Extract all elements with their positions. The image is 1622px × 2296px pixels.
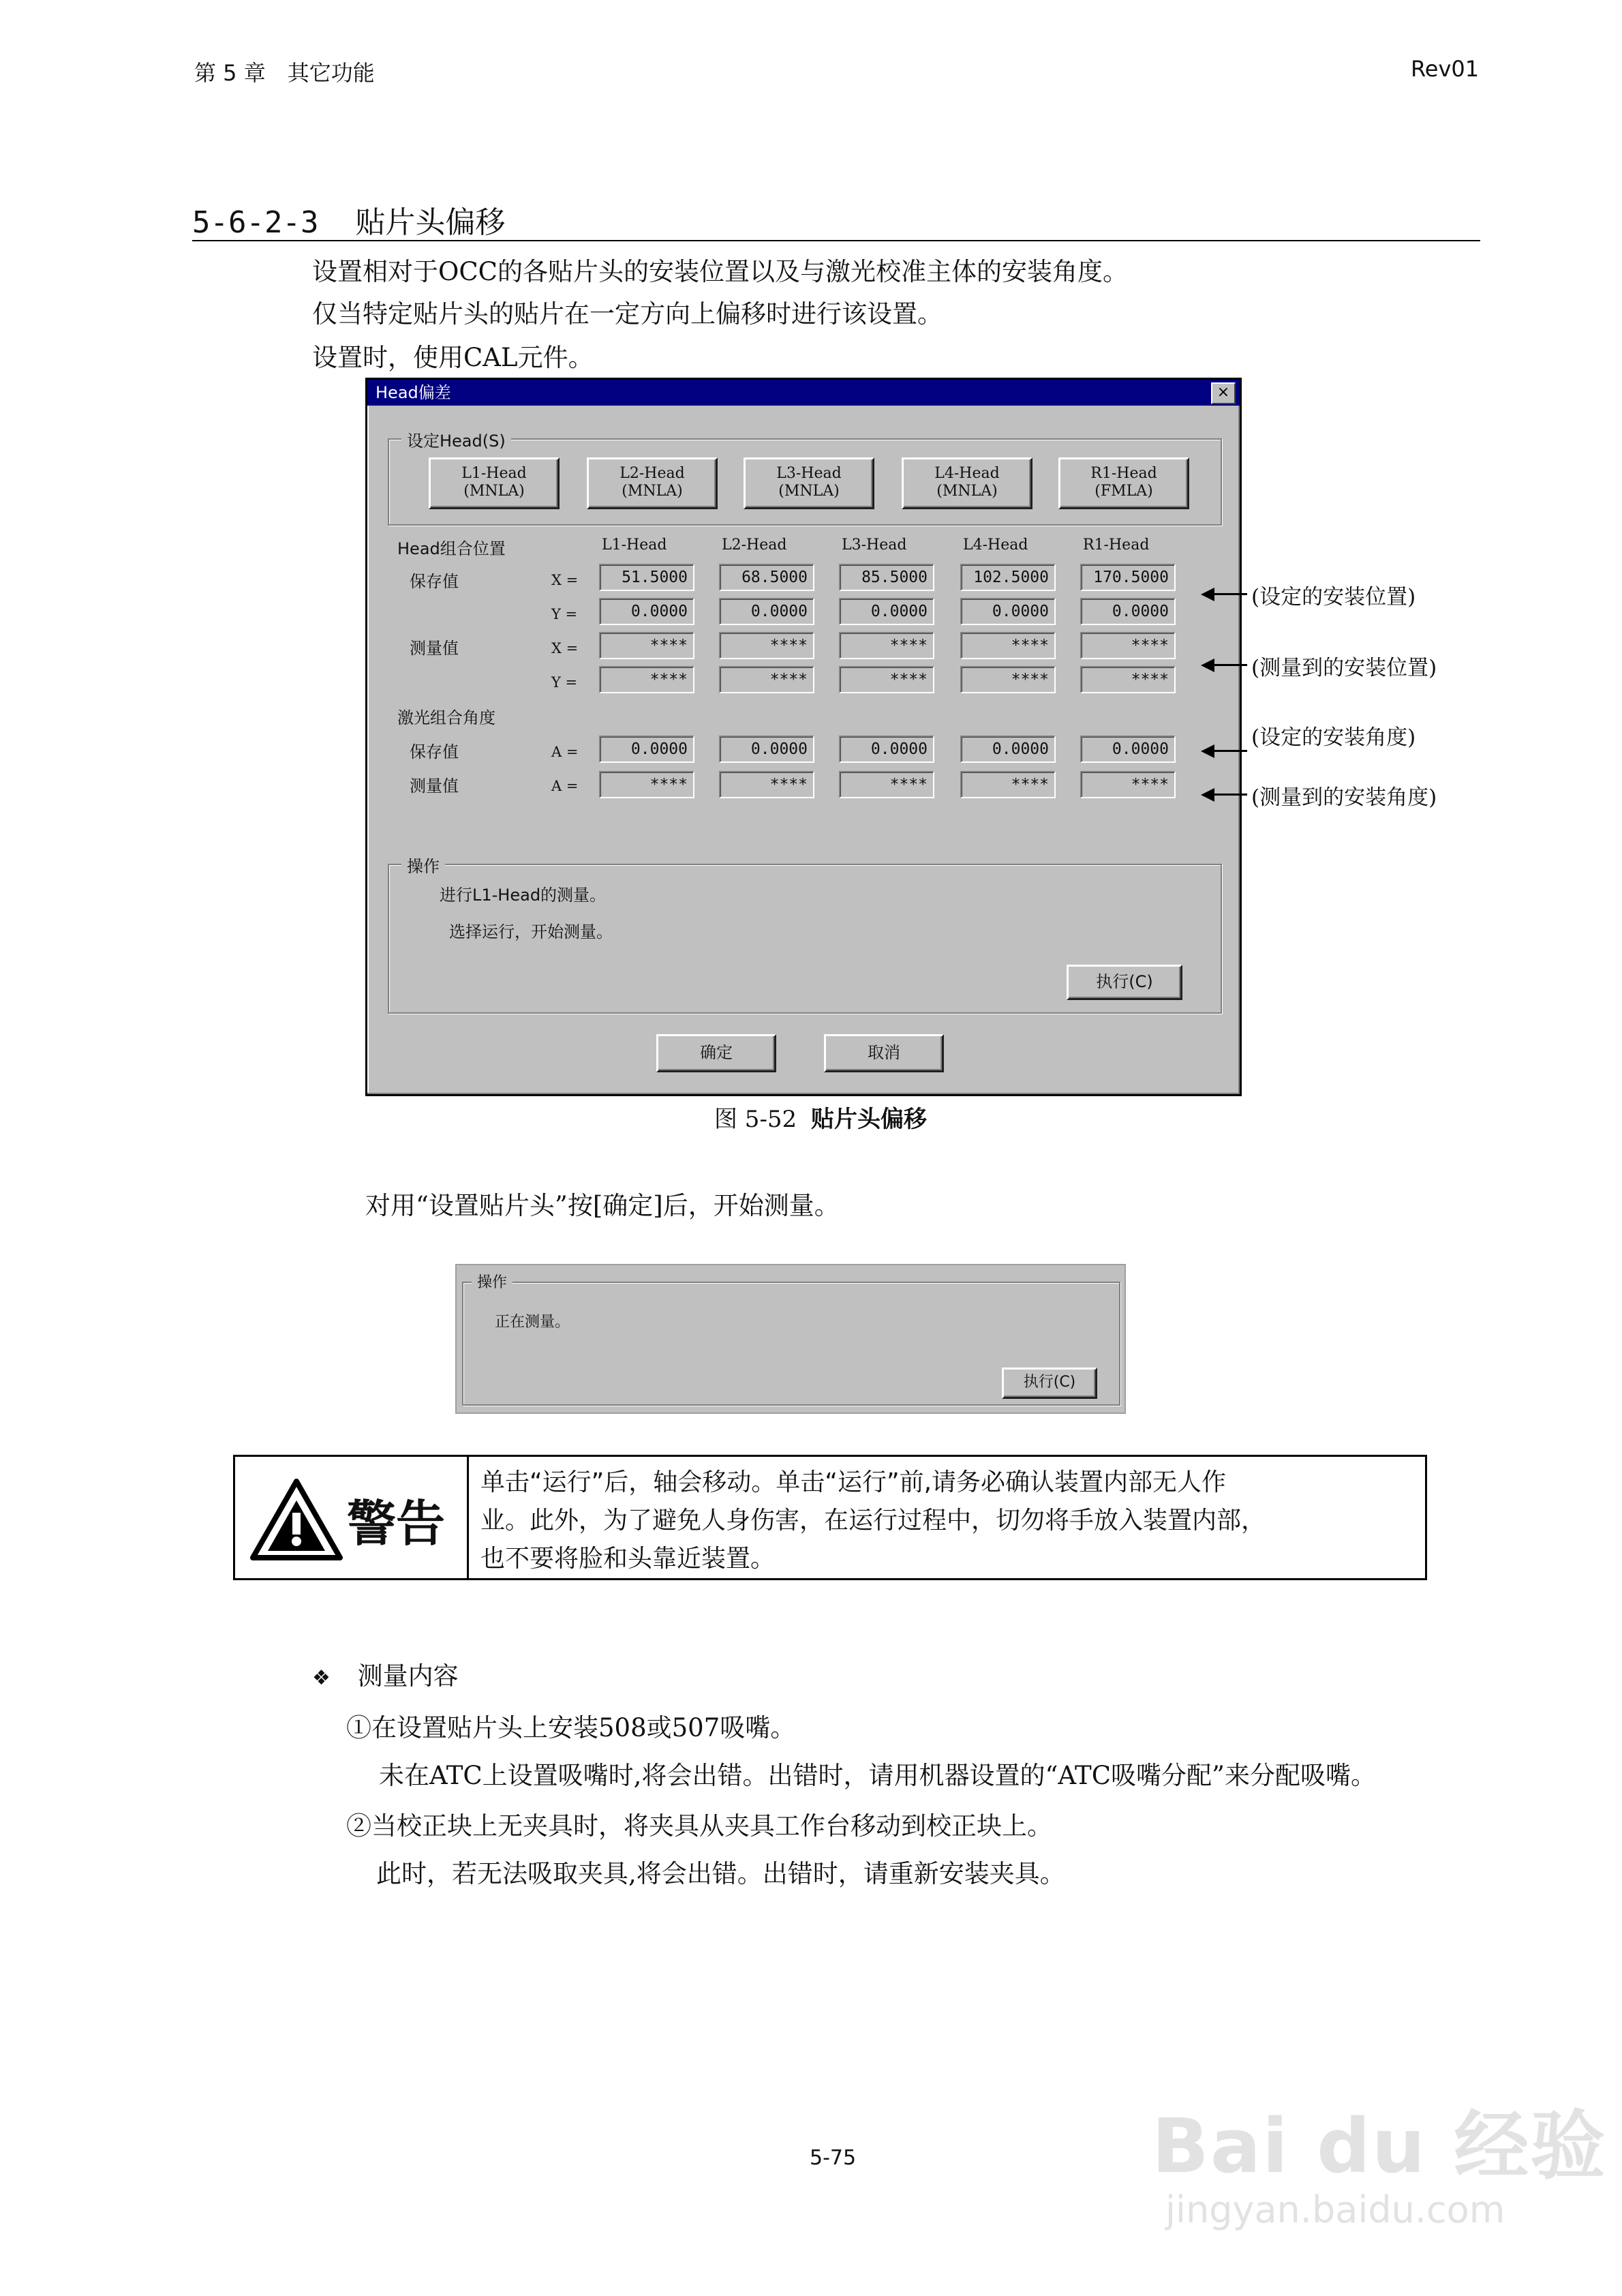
annotation-measured-position: (测量到的安装位置) [1251,656,1437,680]
saved-y-l1: 0.0000 [599,598,694,625]
revision-label: Rev01 [1411,56,1480,82]
saved-y-l4: 0.0000 [960,598,1056,625]
head-button-l2-name: L2-Head [619,465,685,482]
annotation-saved-position: (设定的安装位置) [1251,585,1416,609]
measurement-item-2-note: 此时，若无法吸取夹具,将会出错。出错时，请重新安装夹具。 [376,1859,1065,1888]
baidu-watermark-logo: Bai du 经验 [1152,2102,1607,2190]
measurement-item-1: ①在设置贴片头上安装508或507吸嘴。 [346,1713,796,1742]
head-button-l3-type: (MNLA) [778,483,840,500]
head-button-l1-name: L1-Head [461,465,527,482]
warning-box [233,1455,1427,1580]
measurement-item-1-note: 未在ATC上设置吸嘴时,将会出错。出错时，请用机器设置的“ATC吸嘴分配”来分配吸嘴。 [379,1761,1376,1790]
head-button-l3[interactable] [744,457,874,509]
measuring-execute-button[interactable]: 执行(C) [1002,1368,1097,1399]
position-section-label: Head组合位置 [397,539,506,558]
measured-x-r1: **** [1080,632,1176,659]
measured-x-l2: **** [719,632,814,659]
saved-x-r1: 170.5000 [1080,564,1176,591]
cancel-button[interactable]: 取消 [824,1034,944,1072]
baidu-watermark-url: jingyan.baidu.com [1165,2188,1505,2231]
page-number: 5-75 [810,2146,857,2170]
saved-y-l3: 0.0000 [839,598,934,625]
measured-position-label: 测量值 [410,639,459,658]
measured-x-l1: **** [599,632,694,659]
warning-icon-cell [235,1457,469,1578]
close-button[interactable]: × [1211,382,1236,404]
column-header-l3: L3-Head [842,537,907,554]
saved-x-l2: 68.5000 [719,564,814,591]
warning-triangle-icon [249,1477,344,1562]
section-heading [192,198,505,241]
head-button-l3-name: L3-Head [776,465,842,482]
ok-button[interactable]: 确定 [656,1034,776,1072]
measured-y-l1: **** [599,666,694,693]
saved-a-l1: 0.0000 [599,736,694,763]
warning-label: 警告 [347,1495,446,1552]
diamond-bullet-icon: ❖ [312,1666,331,1690]
measuring-group-label: 操作 [472,1271,512,1292]
head-button-l4-type: (MNLA) [936,483,998,500]
axis-label-saved-x: X = [551,572,579,588]
warning-line-2: 业。此外，为了避免人身伤害，在运行过程中，切勿将手放入装置内部， [480,1507,1266,1535]
measured-y-r1: **** [1080,666,1176,693]
figure-caption [714,1100,927,1134]
section-title: 贴片头偏移 [355,205,506,240]
head-button-r1-name: R1-Head [1090,465,1157,482]
measuring-dialog [455,1264,1126,1414]
head-button-l2[interactable] [587,457,718,509]
head-button-l4[interactable] [902,457,1032,509]
after-text: 对用“设置贴片头”按[确定]后，开始测量。 [365,1191,840,1220]
execute-button[interactable]: 执行(C) [1067,965,1182,1000]
measured-y-l2: **** [719,666,814,693]
figure-number: 图 5-52 [714,1106,797,1133]
section-number: 5-6-2-3 [192,205,319,240]
chapter-header: 第 5 章 其它功能 [194,60,375,86]
annotation-arrow-1 [1201,588,1247,601]
column-header-l2: L2-Head [722,537,787,554]
head-offset-dialog [365,378,1242,1096]
axis-label-saved-a: A = [551,744,579,760]
annotation-saved-angle: (设定的安装角度) [1251,725,1416,750]
measurement-item-2: ②当校正块上无夹具时，将夹具从夹具工作台移动到校正块上。 [346,1811,1052,1841]
head-button-l1-type: (MNLA) [463,483,525,500]
intro-line-3: 设置时，使用CAL元件。 [312,343,594,372]
saved-angle-label: 保存值 [410,742,459,761]
column-header-l4: L4-Head [963,537,1028,554]
angle-section-label: 激光组合角度 [397,708,495,727]
dialog-titlebar [367,380,1240,406]
head-button-r1[interactable] [1058,457,1189,509]
head-button-l4-name: L4-Head [934,465,1000,482]
axis-label-measured-x: X = [551,640,579,656]
intro-line-2: 仅当特定贴片头的贴片在一定方向上偏移时进行该设置。 [312,299,943,329]
measured-angle-label: 测量值 [410,776,459,796]
saved-y-l2: 0.0000 [719,598,814,625]
annotation-arrow-4 [1201,788,1247,802]
saved-a-l4: 0.0000 [960,736,1056,763]
saved-a-l3: 0.0000 [839,736,934,763]
saved-position-label: 保存值 [410,572,459,591]
dialog-title: Head偏差 [376,383,451,402]
operation-line-1: 进行L1-Head的测量。 [440,886,607,905]
saved-y-r1: 0.0000 [1080,598,1176,625]
saved-x-l3: 85.5000 [839,564,934,591]
operation-line-2: 选择运行，开始测量。 [449,922,613,941]
warning-line-3: 也不要将脸和头靠近装置。 [480,1545,776,1573]
head-button-l1[interactable] [429,457,560,509]
measured-a-l1: **** [599,771,694,798]
warning-text [480,1464,1266,1578]
annotation-arrow-2 [1201,659,1247,672]
measured-y-l4: **** [960,666,1056,693]
annotation-measured-angle: (测量到的安装角度) [1251,785,1437,810]
saved-x-l4: 102.5000 [960,564,1056,591]
annotation-arrow-3 [1201,744,1247,758]
measured-a-l2: **** [719,771,814,798]
intro-line-1: 设置相对于OCC的各贴片头的安装位置以及与激光校准主体的安装角度。 [312,257,1128,286]
saved-a-r1: 0.0000 [1080,736,1176,763]
saved-x-l1: 51.5000 [599,564,694,591]
section-rule [192,240,1480,241]
measuring-message: 正在测量。 [495,1314,570,1331]
set-head-group-label: 设定Head(S) [401,427,511,451]
warning-line-1: 单击“运行”后，轴会移动。单击“运行”前,请务必确认装置内部无人作 [480,1468,1227,1496]
measurement-heading [312,1655,459,1692]
column-header-r1: R1-Head [1083,537,1150,554]
measured-a-l4: **** [960,771,1056,798]
axis-label-measured-a: A = [551,778,579,794]
measured-a-r1: **** [1080,771,1176,798]
measured-y-l3: **** [839,666,934,693]
figure-title: 贴片头偏移 [811,1106,928,1133]
measured-a-l3: **** [839,771,934,798]
column-header-l1: L1-Head [602,537,667,554]
measured-x-l3: **** [839,632,934,659]
operation-group-label: 操作 [401,853,445,877]
axis-label-saved-y: Y = [551,606,578,622]
head-button-r1-type: (FMLA) [1095,483,1153,500]
axis-label-measured-y: Y = [551,674,578,691]
measured-x-l4: **** [960,632,1056,659]
head-button-l2-type: (MNLA) [622,483,683,500]
saved-a-l2: 0.0000 [719,736,814,763]
measurement-title: 测量内容 [357,1661,459,1691]
